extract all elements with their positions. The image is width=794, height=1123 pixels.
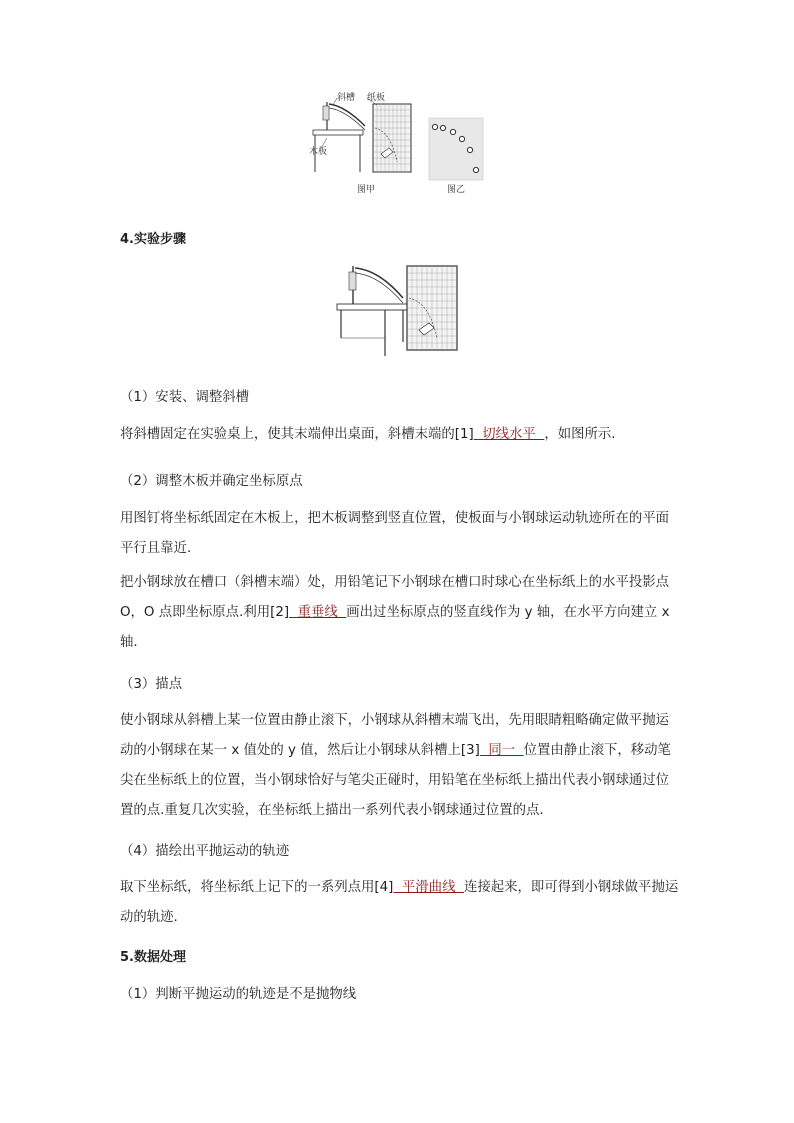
figure-apparatus-steps xyxy=(333,262,463,358)
apparatus-drawing-b xyxy=(333,262,463,358)
figure-apparatus-top xyxy=(305,92,495,197)
answer-blank-2: 重垂线 xyxy=(289,605,347,620)
step-1-title: （1）安装、调整斜槽 xyxy=(120,390,250,405)
step-4-title: （4）描绘出平抛运动的轨迹 xyxy=(120,844,290,859)
step-2-text-b: 画出过坐标原点的竖直线作为 y 轴，在水平方向建立 x 轴. xyxy=(120,605,670,650)
answer-blank-1: 切线水平 xyxy=(473,427,545,442)
answer-blank-4: 平滑曲线 xyxy=(393,880,464,895)
apparatus-drawing-a xyxy=(305,92,495,197)
step-1-text-b: ，如图所示. xyxy=(544,427,616,442)
section-5-item-1-title: （1）判断平抛运动的轨迹是不是抛物线 xyxy=(120,987,357,1002)
step-2-paragraph-1: 用图钉将坐标纸固定在木板上，把木板调整到竖直位置，使板面与小钢球运动轨迹所在的平面平行且靠近. xyxy=(120,511,670,556)
step-4-paragraph xyxy=(120,873,680,933)
answer-blank-3: 同一 xyxy=(479,743,524,758)
step-2-paragraph-2 xyxy=(120,568,680,658)
caption-figure-b: 图乙 xyxy=(447,185,466,195)
step-4-text-a: 取下坐标纸，将坐标纸上记下的一系列点用[4] xyxy=(120,880,394,895)
section-4-heading: 4.实验步骤 xyxy=(120,232,186,247)
step-3-text-a: 使小钢球从斜槽上某一位置由静止滚下，小钢球从斜槽末端飞出，先用眼睛粗略确定做平抛运动的小钢球在某一 x 值处的 y 值，然后让小钢球从斜槽上[3] xyxy=(120,713,670,758)
step-2-title: （2）调整木板并确定坐标原点 xyxy=(120,474,303,489)
label-chute: 斜槽 xyxy=(337,93,356,103)
step-4-text-b: 连接起来，即可得到小钢球做平抛运动的轨迹. xyxy=(120,880,679,925)
step-1-text xyxy=(120,420,680,450)
section-5-heading: 5.数据处理 xyxy=(120,950,186,965)
step-2-text-a: 把小钢球放在槽口（斜槽末端）处，用铅笔记下小钢球在槽口时球心在坐标纸上的水平投影点 O，O 点即坐标原点.利用[2] xyxy=(120,575,670,620)
step-3-paragraph xyxy=(120,706,680,826)
step-3-text-b: 位置由静止滚下，移动笔尖在坐标纸上的位置，当小钢球恰好与笔尖正碰时，用铅笔在坐标纸上描出代表小钢球通过位置的点.重复几次实验，在坐标纸上描出一系列代表小钢球通过位置的点. xyxy=(120,743,671,818)
label-board: 木板 xyxy=(309,147,328,157)
step-1-text-a: 将斜槽固定在实验桌上，使其末端伸出桌面，斜槽末端的[1] xyxy=(120,427,474,442)
step-3-title: （3）描点 xyxy=(120,677,183,692)
label-paper: 纸板 xyxy=(367,93,386,103)
caption-figure-a: 图甲 xyxy=(357,185,376,195)
